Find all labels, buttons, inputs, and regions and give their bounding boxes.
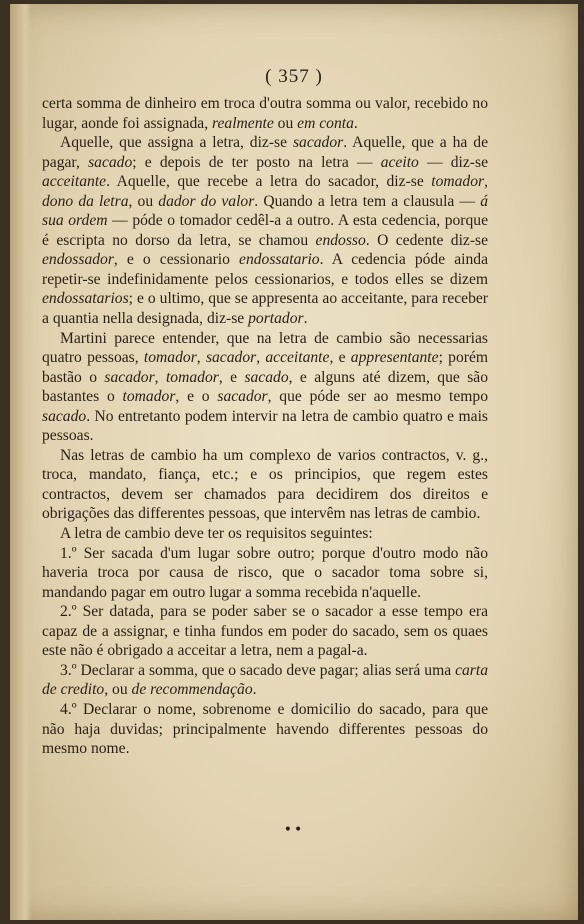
page-number: ( 357 ) bbox=[265, 66, 323, 87]
requirement-item: 4.º Declarar o nome, sobrenome e domicilio do sacado, para que não haja duvidas; principalmente havendo differentes pessoas do mesmo nome. bbox=[42, 700, 488, 758]
requirement-item: 3.º Declarar a somma, que o sacado deve pagar; alias será uma carta de credito, ou de recommendação. bbox=[42, 661, 488, 699]
requirement-item: 2.º Ser datada, para se poder saber se o sacador a esse tempo era capaz de a assignar, e tinha fundos em poder do sacado, sem os quaes este não é obrigado a acceitar a letra, nem a pagal-a. bbox=[42, 603, 488, 660]
paragraph: Martini parece entender, que na letra de cambio são necessarias quatro pessoas, tomador, sacador, acceitante, e appresentante; porém bastão o sacador, tomador, e sacado, e alguns até dizem, que são bastantes o tomador, e o sacador, que póde ser ao mesmo tempo sacado. No entretanto podem intervir na letra de cambio quatro e mais pessoas. bbox=[42, 329, 489, 445]
paragraph: A letra de cambio deve ter os requisitos seguintes: bbox=[60, 525, 373, 543]
paragraph: Nas letras de cambio ha um complexo de varios contractos, v. g., troca, mandato, fiança, etc.; e os principios, que regem estes contractos, devem ser chamados para decidirem dos direitos e obrigações das differentes pessoas, que intervêm nas letras de cambio. bbox=[42, 446, 488, 523]
book-page bbox=[10, 4, 578, 920]
paragraph: certa somma de dinheiro em troca d'outra somma ou valor, recebido no lugar, aonde foi assignada, realmente ou em conta. bbox=[42, 95, 488, 132]
page-body-text bbox=[42, 94, 488, 759]
requirement-item: 1.º Ser sacada d'um lugar sobre outro; porque d'outro modo não haveria troca por causa de risco, que o sacador toma sobre si, mandando pagar em outro lugar a somma recebida n'aquelle. bbox=[42, 544, 488, 601]
page-spine-shadow bbox=[10, 4, 32, 920]
footer-mark: •• bbox=[283, 822, 305, 838]
paragraph: Aquelle, que assigna a letra, diz-se sacador. Aquelle, que a ha de pagar, sacado; e depois de ter posto na letra — aceito — diz-se acceitante. Aquelle, que recebe a letra do sacador, diz-se tomador, dono da letra, ou dador do valor. Quando a letra tem a clausula — á sua ordem — póde o tomador cedêl-a a outro. A esta cedencia, porque é escripta no dorso da letra, se chamou endosso. O cedente diz-se endossador, e o cessionario endossatario. A cedencia póde ainda repetir-se indefinidamente pelos cessionarios, e todos elles se dizem endossatarios; e o ultimo, que se appresenta ao acceitante, para receber a quantia nella designada, diz-se portador. bbox=[42, 134, 489, 328]
